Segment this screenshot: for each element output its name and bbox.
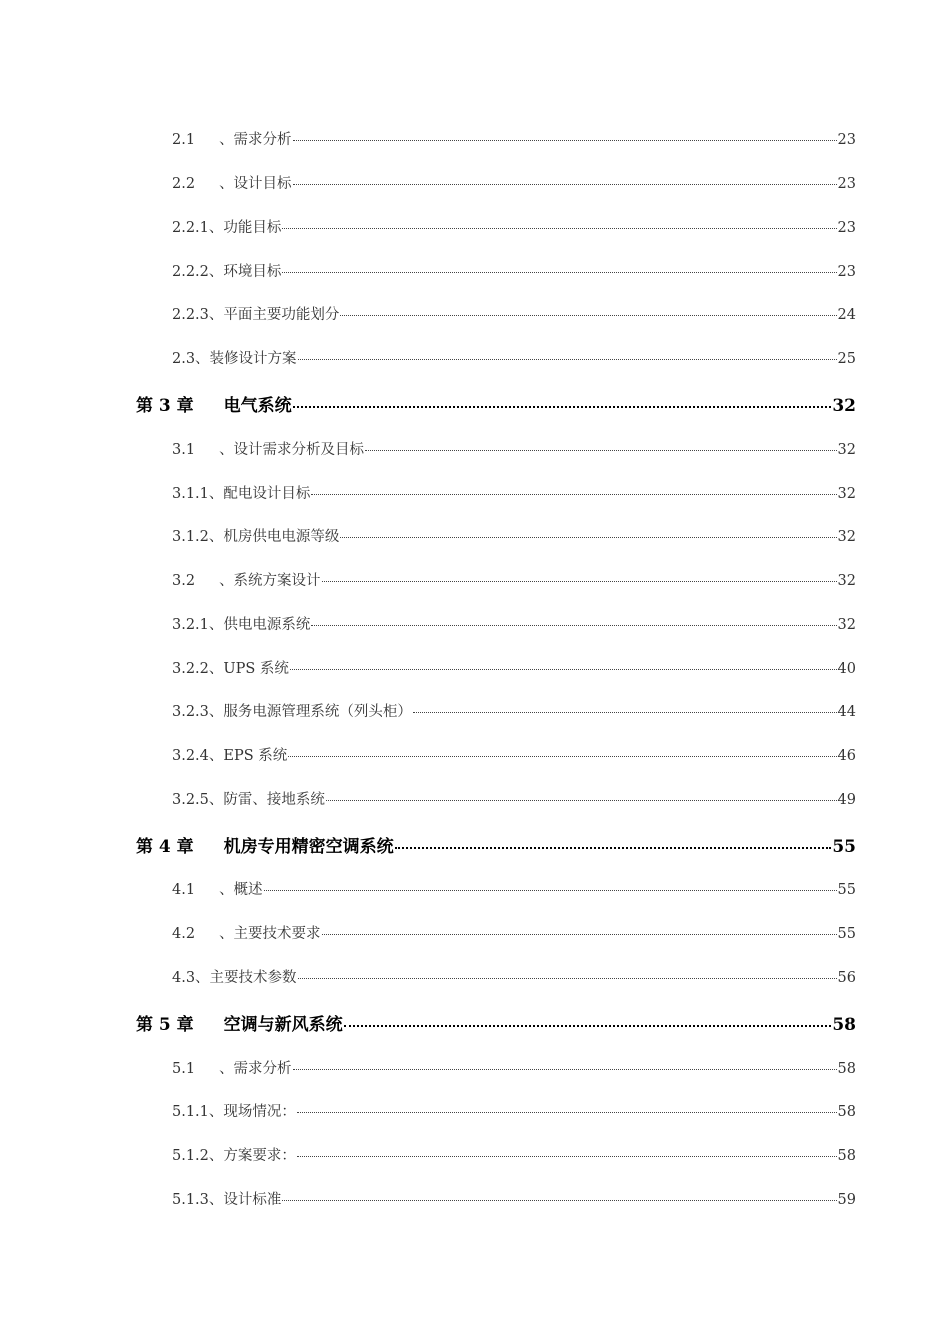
entry-title: 5.1.1、现场情况： xyxy=(172,1104,296,1120)
entry-title: 2.3、装修设计方案 xyxy=(172,351,297,367)
entry-number: 4.1 xyxy=(172,882,196,898)
dot-leader xyxy=(298,359,837,360)
toc-entry[interactable] xyxy=(172,347,856,368)
toc-entry[interactable] xyxy=(172,569,856,590)
toc-entry[interactable] xyxy=(172,744,856,765)
toc-entry[interactable] xyxy=(172,525,856,546)
entry-number: 5.1 xyxy=(172,1061,196,1077)
entry-number: 2.1 xyxy=(172,132,196,148)
dot-leader xyxy=(395,847,832,849)
entry-page-number: 32 xyxy=(832,396,856,416)
toc-entry[interactable] xyxy=(172,1100,856,1121)
entry-title: 3.2.1、供电电源系统 xyxy=(172,617,311,633)
toc-entry[interactable] xyxy=(172,700,856,721)
entry-title: 、系统方案设计 xyxy=(219,573,321,589)
entry-title: 2.2.2、环境目标 xyxy=(172,264,282,280)
entry-page-number: 32 xyxy=(837,486,856,502)
entry-page-number: 56 xyxy=(837,970,856,986)
chapter-title: 机房专用精密空调系统 xyxy=(223,837,394,857)
toc-chapter-entry[interactable] xyxy=(136,391,856,416)
toc-chapter-entry[interactable] xyxy=(136,832,856,857)
entry-title: 2.2.3、平面主要功能划分 xyxy=(172,307,340,323)
entry-number: 2.2 xyxy=(172,176,196,192)
entry-page-number: 46 xyxy=(837,748,856,764)
toc-entry[interactable] xyxy=(172,922,856,943)
entry-page-number: 32 xyxy=(837,573,856,589)
chapter-number: 第 3 章 xyxy=(136,396,194,416)
toc-entry[interactable] xyxy=(172,260,856,281)
dot-leader xyxy=(340,537,836,538)
toc-entry[interactable] xyxy=(172,788,856,809)
entry-title: 5.1.3、设计标准 xyxy=(172,1192,282,1208)
dot-leader xyxy=(288,756,836,757)
entry-page-number: 58 xyxy=(832,1015,856,1035)
entry-title: 3.2.4、EPS 系统 xyxy=(172,748,288,764)
dot-leader xyxy=(311,625,836,626)
entry-page-number: 59 xyxy=(837,1192,856,1208)
toc-entry[interactable] xyxy=(172,1188,856,1209)
entry-page-number: 32 xyxy=(837,617,856,633)
dot-leader xyxy=(322,581,837,582)
entry-page-number: 24 xyxy=(837,307,856,323)
toc-entry[interactable] xyxy=(172,128,856,149)
entry-page-number: 40 xyxy=(837,661,856,677)
entry-page-number: 58 xyxy=(837,1061,856,1077)
toc-entry[interactable] xyxy=(172,438,856,459)
dot-leader xyxy=(298,978,837,979)
entry-title: 3.2.3、服务电源管理系统（列头柜） xyxy=(172,704,412,720)
entry-title: 3.1.1、配电设计目标 xyxy=(172,486,311,502)
toc-entry[interactable] xyxy=(172,482,856,503)
entry-page-number: 23 xyxy=(837,132,856,148)
entry-page-number: 58 xyxy=(837,1104,856,1120)
entry-number: 3.2 xyxy=(172,573,196,589)
entry-title: 、设计目标 xyxy=(219,176,292,192)
dot-leader xyxy=(264,890,837,891)
dot-leader xyxy=(293,184,837,185)
chapter-title: 空调与新风系统 xyxy=(223,1015,343,1035)
toc-entry[interactable] xyxy=(172,216,856,237)
dot-leader xyxy=(326,800,837,801)
entry-page-number: 49 xyxy=(837,792,856,808)
chapter-title: 电气系统 xyxy=(223,396,292,416)
toc-entry[interactable] xyxy=(172,613,856,634)
toc-entry[interactable] xyxy=(172,1057,856,1078)
entry-page-number: 32 xyxy=(837,442,856,458)
dot-leader xyxy=(282,272,836,273)
dot-leader xyxy=(282,1200,836,1201)
dot-leader xyxy=(297,1112,837,1113)
toc-entry[interactable] xyxy=(172,657,856,678)
entry-page-number: 55 xyxy=(837,882,856,898)
toc-entry[interactable] xyxy=(172,303,856,324)
entry-title: 3.2.5、防雷、接地系统 xyxy=(172,792,325,808)
entry-page-number: 55 xyxy=(832,837,856,857)
entry-page-number: 23 xyxy=(837,264,856,280)
dot-leader xyxy=(293,406,832,408)
entry-page-number: 23 xyxy=(837,176,856,192)
chapter-number: 第 4 章 xyxy=(136,837,194,857)
dot-leader xyxy=(322,934,837,935)
dot-leader xyxy=(282,228,836,229)
dot-leader xyxy=(293,140,837,141)
toc-entry[interactable] xyxy=(172,878,856,899)
entry-page-number: 44 xyxy=(837,704,856,720)
dot-leader xyxy=(311,494,836,495)
toc-entry[interactable] xyxy=(172,966,856,987)
dot-leader xyxy=(297,1156,837,1157)
entry-title: 、主要技术要求 xyxy=(219,926,321,942)
toc-entry[interactable] xyxy=(172,172,856,193)
entry-page-number: 55 xyxy=(837,926,856,942)
entry-title: 、需求分析 xyxy=(219,1061,292,1077)
entry-page-number: 25 xyxy=(837,351,856,367)
toc-entry[interactable] xyxy=(172,1144,856,1165)
entry-title: 、概述 xyxy=(219,882,263,898)
entry-title: 5.1.2、方案要求： xyxy=(172,1148,296,1164)
entry-page-number: 32 xyxy=(837,529,856,545)
entry-number: 4.2 xyxy=(172,926,196,942)
dot-leader xyxy=(413,712,837,713)
chapter-number: 第 5 章 xyxy=(136,1015,194,1035)
dot-leader xyxy=(344,1025,832,1027)
entry-page-number: 23 xyxy=(837,220,856,236)
dot-leader xyxy=(290,669,837,670)
entry-page-number: 58 xyxy=(837,1148,856,1164)
dot-leader xyxy=(293,1069,837,1070)
entry-title: 2.2.1、功能目标 xyxy=(172,220,282,236)
entry-title: 4.3、主要技术参数 xyxy=(172,970,297,986)
entry-number: 3.1 xyxy=(172,442,196,458)
dot-leader xyxy=(340,315,836,316)
dot-leader xyxy=(365,450,836,451)
entry-title: 3.2.2、UPS 系统 xyxy=(172,661,289,677)
entry-title: 、需求分析 xyxy=(219,132,292,148)
entry-title: 3.1.2、机房供电电源等级 xyxy=(172,529,340,545)
entry-title: 、设计需求分析及目标 xyxy=(219,442,365,458)
toc-chapter-entry[interactable] xyxy=(136,1010,856,1035)
